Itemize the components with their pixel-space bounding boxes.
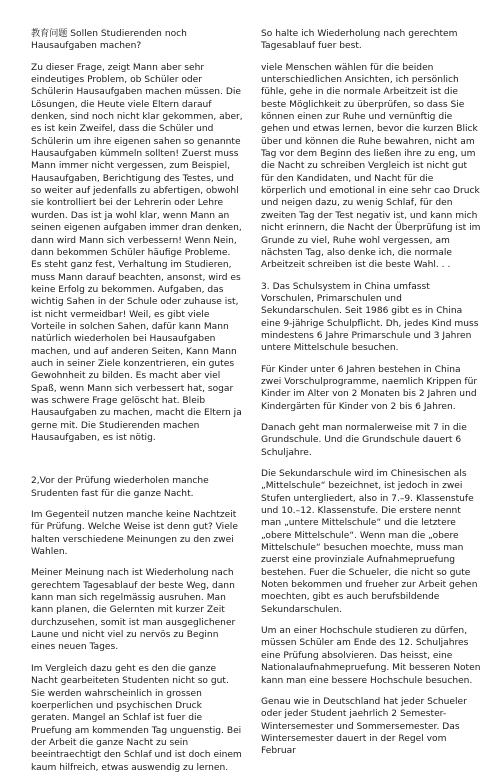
paragraph: So halte ich Wiederholung nach gerechtem Tagesablauf fuer best. xyxy=(261,29,458,52)
paragraph: Im Vergleich dazu geht es den die ganze Nacht gearbeiteten Studenten nicht so gut. Sie werden wahrscheinlich in grossen koerperlichen und psychischen Druck geraten. Mangel an Schlaf ist fuer die Pruefung am kommenden Tag unguenstig. Bei der Arbeit die ganze Nacht zu sein beeintraechtigt den Schlaf und ist doch einem kaum hilfreich, etwas auswendig zu lernen. xyxy=(31,663,242,773)
section-heading: 3. Das Schulsystem in China umfasst Vorschulen, Primarschulen und Sekundarschulen. Seit 1986 gibt es in China eine 9-jährige Schulpflicht. Dh, jedes Kind muss mindestens 6 Jahre Primarschule und 3 Jahren untere Mittelschule besuchen. xyxy=(261,281,479,354)
paragraph: Die Sekundarschule wird im Chinesischen als „Mittelschule“ bezeichnet, ist jedoch in zwei Stufen untergliedert, also in 7.–9. Klassenstufe und 10.–12. Klassenstufe. Die erstere nennt man „untere Mittelschule“ und die letztere „obere Mittelschule“. Wenn man die „obere Mittelschule“ besuchen moechte, muss man zuerst eine provinziale Aufnahmepruefung bestehen. Fuer die Schueler, die nicht so gute Noten bekommen und frueher zur Arbeit gehen moechten, gibt es auch berufsbildende Sekundarschulen. xyxy=(261,469,478,615)
paragraph: Danach geht man normalerweise mit 7 in die Grundschule. Und die Grundschule dauert 6 Schuljahre. xyxy=(261,422,467,458)
paragraph: Genau wie in Deutschland hat jeder Schueler oder jeder Student jaehrlich 2 Semester- Wintersemester und Sommersemester. Das Wintersemester dauert in der Regel vom Februar xyxy=(261,696,467,757)
section-gap xyxy=(31,453,243,475)
paragraph: Für Kinder unter 6 Jahren bestehen in China zwei Vorschulprogramme, naemlich Krippen für Kinder im Alter von 2 Monaten bis 2 Jahren und Kindergärten für Kinder von 2 bis 6 Jahren. xyxy=(261,364,478,412)
paragraph: Meiner Meinung nach ist Wiederholung nach gerechtem Tagesablauf der beste Weg, dann kann man sich regelmässig ausruhen. Man kann planen, die Gelernten mit kurzer Zeit durchzusehen, somit ist man ausgeglichener Laune und nicht viel zu nervös zu Beginn eines neuen Tages. xyxy=(31,568,236,653)
paragraph: Im Gegenteil nutzen manche keine Nachtzeit für Prüfung. Welche Weise ist denn gut? Viele halten verschiedene Meinungen zu den zwei Wahlen. xyxy=(31,510,238,558)
paragraph: viele Menschen wählen für die beiden unterschiedlichen Ansichten, ich persönlich fühle, gehe in die normale Arbeitzeit ist die beste Möglichkeit zu überprüfen, so dass Sie können einen zur Ruhe und vernünftig die gehen und etwas lernen, bevor die kurzen Blick über und können die Ruhe bewahren, nicht am Tag vor dem Beginn des ließen ihre zu eng, um die Nacht zu schreiben Vergleich ist nicht gut für den Kandidaten, und Nacht für die körperlich und emotional in eine sehr cao Druck und neigen dazu, zu wenig Schlaf, für den zweiten Tag der Test negativ ist, und kann mich nicht erinnern, die Nacht der Überprüfung ist im Grunde zu viel, Ruhe wohl vergessen, am nächsten Tag, also denke ich, die normale Arbeitzeit schreiben ist die beste Wahl. . . xyxy=(261,62,481,271)
essay-title: 教育问题 Sollen Studierenden noch Hausaufgaben machen? xyxy=(31,29,187,52)
right-column xyxy=(261,28,481,767)
section-heading: 2,Vor der Prüfung wiederholen manche Srudenten fast für die ganze Nacht. xyxy=(31,476,209,499)
paragraph: Um an einer Hochschule studieren zu dürfen, müssen Schüler am Ende des 12. Schuljahres eine Prüfung absolvieren. Das heisst, eine Nationalaufnahmepruefung. Mit besseren Noten kann man eine bessere Hochschule besuchen. xyxy=(261,626,481,686)
left-column xyxy=(31,28,243,783)
paragraph: Zu dieser Frage, zeigt Mann aber sehr eindeutiges Problem, ob Schüler oder Schülerin Hausaufgaben machen müssen. Die Lösungen, die Heute viele Eltern darauf denken, sind noch nicht klar gekommen, aber, es ist kein Zweifel, dass die Schüler und Schülerin um ihre eigenen sahen so genannte Hausaufgaben kümmeln sollten! Zuerst muss Mann immer nicht vergessen, zum Beispiel, Hausaufgaben, Berichtigung des Testes, und so weiter auf jedenfalls zu abfertigen, obwohl sie kontrolliert bei der Lehrerin oder Lehre wurden. Das ist ja wohl klar, wenn Mann an seinen eigenen aufgaben immer dran denken, dann wird Mann sich verbessern! Wenn Nein, dann bekommen Schüler häufige Probleme. Es steht ganz fest, Verhaltung im Studieren, muss Mann darauf beachten, ansonst, wird es keine Erfolg zu bekommen. Aufgaben, das wichtig Sahen in der Schule oder zuhause ist, ist nicht vermeidbar! Weil, es gibt viele Vorteile in solchen Sahen, dafür kann Mann natürlich wiederholen bei Hausaufgaben machen, und auf anderen Seiten, Kann Mann auch in seiner Ziele konzentrieren, ein gutes Gewohnheit zu bilden. Es macht aber viel Spaß, wenn Mann sich verbessert hat, sogar was schwere Frage gelöscht hat. Bleib Hausaufgaben zu machen, macht die Eltern ja gerne mit. Die Studierenden machen Hausaufgaben, es ist nötig. xyxy=(31,62,243,443)
